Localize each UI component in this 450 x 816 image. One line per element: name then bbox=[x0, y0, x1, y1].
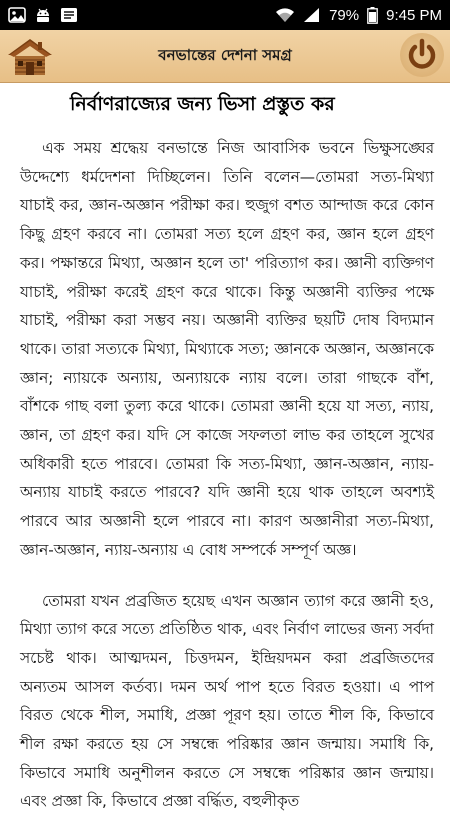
android-icon bbox=[34, 7, 52, 23]
notification-icons bbox=[8, 7, 78, 23]
power-button[interactable] bbox=[400, 33, 444, 77]
article-paragraph: তোমরা যখন প্রব্রজিত হয়েছ এখন অজ্ঞান ত্যাগ করে জ্ঞানী হও, মিথ্যা ত্যাগ করে সত্যে প্রতিষ্ঠিত থাক, এবং নির্বাণ লাভের জন্য সর্বদা সচেষ্ট থাক। আত্মদমন, চিত্তদমন, ইন্দ্রিয়দমন করা প্রব্রজিতদের অন্যতম আসল কর্তব্য। দমন অর্থ পাপ হতে বিরত হওয়া। এ পাপ বিরত থেকে শীল, সমাধি, প্রজ্ঞা পূরণ হয়। তাতে শীল কি, কিভাবে শীল রক্ষা করতে হয় সে সম্বন্ধে পরিষ্কার জ্ঞান জন্মায়। সমাধি কি, কিভাবে সমাধি অনুশীলন করতে সে সম্বন্ধে পরিষ্কার জ্ঞান জন্মায়। এবং প্রজ্ঞা কি, কিভাবে প্রজ্ঞা বর্দ্ধিত, বহুলীকৃত bbox=[20, 591, 434, 811]
app-title: বনভান্তের দেশনা সমগ্র bbox=[158, 46, 292, 64]
signal-icon bbox=[303, 7, 321, 23]
clock: 9:45 PM bbox=[386, 6, 442, 24]
article-content[interactable] bbox=[0, 82, 450, 811]
system-status bbox=[275, 7, 442, 24]
battery-percent: 79% bbox=[329, 6, 360, 24]
status-bar bbox=[0, 0, 450, 30]
page-title: নির্বাণরাজ্যের জন্য ভিসা প্রস্তুত কর bbox=[70, 93, 335, 115]
house-icon[interactable] bbox=[6, 33, 54, 79]
article-paragraph: এক সময় শ্রদ্ধেয় বনভান্তে নিজ আবাসিক ভবনে ভিক্ষুসঙ্ঘের উদ্দেশ্যে ধর্মদেশনা দিচ্ছিলেন। তিনি বলেন—তোমরা সত্য-মিথ্যা যাচাই কর, জ্ঞান-অজ্ঞান পরীক্ষা কর। হুজুগ বশত আন্দাজ করে কোন কিছু গ্রহণ করবে না। তোমরা সত্য হলে গ্রহণ কর, জ্ঞান হলে গ্রহণ কর। পক্ষান্তরে মিথ্যা, অজ্ঞান হলে তা' পরিত্যাগ কর। জ্ঞানী ব্যক্তিগণ যাচাই, পরীক্ষা করেই গ্রহণ করে থাকে। কিন্তু অজ্ঞানী ব্যক্তির পক্ষে যাচাই, পরীক্ষা করা সম্ভব নয়। অজ্ঞানী ব্যক্তির ছয়টি দোষ বিদ্যমান থাকে। তারা সত্যকে মিথ্যা, মিথ্যাকে সত্য; জ্ঞানকে অজ্ঞান, অজ্ঞানকে জ্ঞান; ন্যায়কে অন্যায়, অন্যায়কে ন্যায় বলে। তারা গাছকে বাঁশ, বাঁশকে গাছ বলা তুল্য করে থাকে। তোমরা জ্ঞানী হয়ে যা সত্য, ন্যায়, জ্ঞান, তা গ্রহণ কর। যদি সে কাজে সফলতা লাভ কর তাহলে সুখের অধিকারী হতে পারবে। তোমরা কি সত্য-মিথ্যা, জ্ঞান-অজ্ঞান, ন্যায়-অন্যায় যাচাই করতে পারবে? যদি জ্ঞানী হয়ে থাক তাহলে অবশ্যই পারবে আর অজ্ঞানী হলে পারবে না। কারণ অজ্ঞানীরা সত্য-মিথ্যা, জ্ঞান-অজ্ঞান, ন্যায়-অন্যায় এ বোধ সম্পর্কে সম্পূর্ণ অজ্ঞ। bbox=[20, 139, 434, 559]
power-icon bbox=[405, 38, 439, 72]
message-icon bbox=[60, 7, 78, 23]
app-bar bbox=[0, 30, 450, 83]
image-icon bbox=[8, 7, 26, 23]
wifi-icon bbox=[275, 7, 295, 23]
battery-icon bbox=[367, 7, 378, 24]
